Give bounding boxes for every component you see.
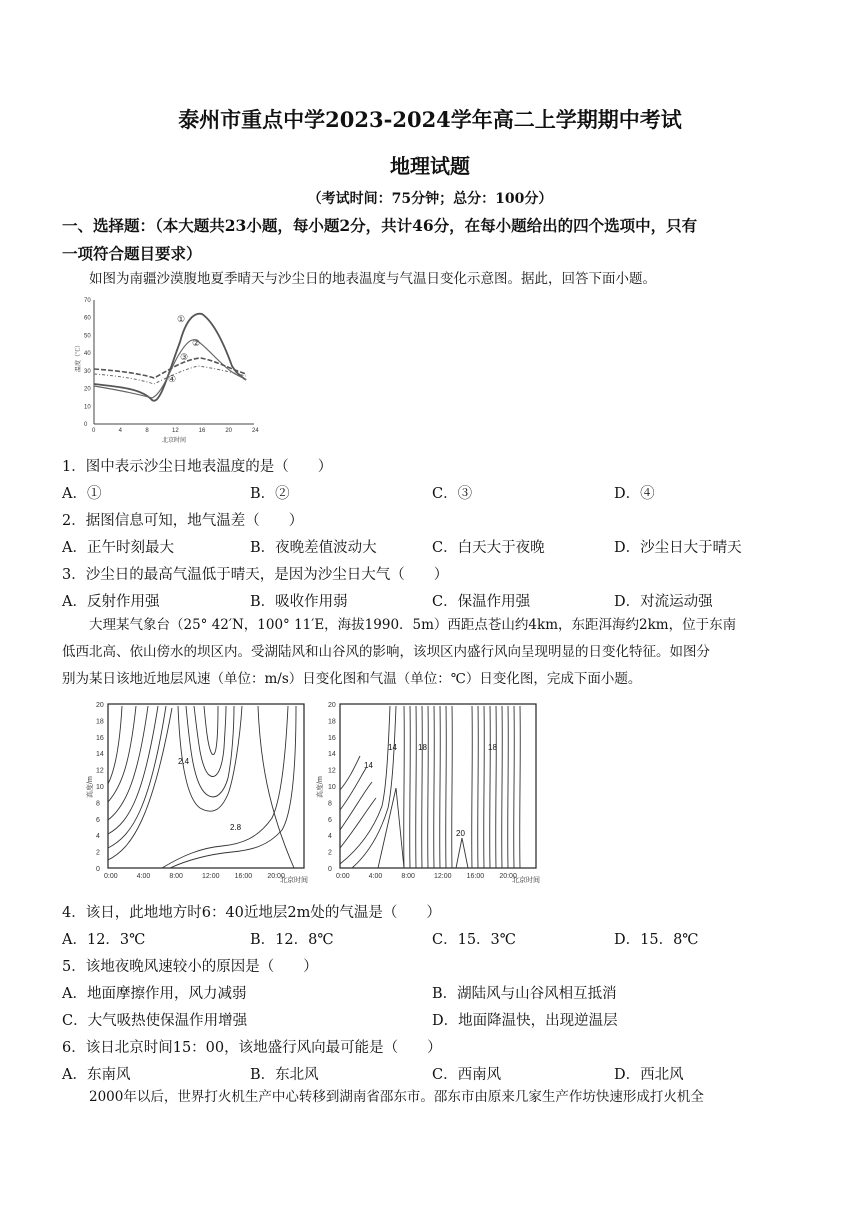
c1-yt-tick: 30 xyxy=(84,368,91,375)
group2-intro-line2: 低西北高、依山傍水的坝区内。受湖陆风和山谷风的影响，该坝区内盛行风向呈现明显的日变化特征。如图分 xyxy=(62,644,710,660)
c1-xt-tick: 12 xyxy=(172,428,179,434)
t-yt-tick: 12 xyxy=(328,767,336,775)
question-group2-2-stem: 5．该地夜晚风速较小的原因是（ ） xyxy=(62,959,318,975)
w-xt-tick: 8:00 xyxy=(169,873,183,880)
temp-xlabel: 北京时间 xyxy=(512,877,540,884)
curve-label-4: ④ xyxy=(168,374,177,384)
t-xt-tick: 20:00 xyxy=(499,873,517,880)
section-heading xyxy=(62,212,802,268)
w-yt-tick: 18 xyxy=(96,718,104,726)
chart1-ylabel: 温度（℃） xyxy=(76,341,82,372)
c1-yt-tick: 40 xyxy=(84,351,91,358)
question-group1-1-option-d[interactable]: D．④ xyxy=(614,486,655,502)
question-group1-3-option-d[interactable]: D．对流运动强 xyxy=(614,594,713,610)
group2-intro-line3: 别为某日该地近地层风速（单位：m/s）日变化图和气温（单位：℃）日变化图，完成下面小题。 xyxy=(62,671,642,687)
w-yt-tick: 2 xyxy=(96,849,100,857)
question-group2-1-option-d[interactable]: D．15．8℃ xyxy=(614,932,699,948)
exam-subtitle: 地理试题 xyxy=(390,154,470,178)
w-yt-tick: 12 xyxy=(96,767,104,775)
w-yt-tick: 10 xyxy=(96,784,104,791)
group2-intro xyxy=(62,612,802,693)
temp-label-20: 20 xyxy=(456,829,465,838)
c1-yt-tick: 10 xyxy=(84,404,91,411)
temperature-chart xyxy=(72,294,272,446)
question-group2-3-option-b[interactable]: B．东北风 xyxy=(250,1067,319,1083)
wind-label-28: 2.8 xyxy=(230,823,242,832)
t-yt-tick: 4 xyxy=(328,833,332,841)
group1-intro: 如图为南疆沙漠腹地夏季晴天与沙尘日的地表温度与气温日变化示意图。据此，回答下面小题。 xyxy=(89,271,656,287)
w-yt-tick: 4 xyxy=(96,833,100,841)
c1-xt-tick: 24 xyxy=(252,428,259,434)
c1-xt-tick: 4 xyxy=(118,428,123,434)
c1-xt-tick: 16 xyxy=(198,428,206,434)
t-yt-tick: 2 xyxy=(328,849,332,857)
c1-yt-tick: 60 xyxy=(84,315,91,322)
t-yt-tick: 6 xyxy=(328,816,332,824)
question-group2-1-option-b[interactable]: B．12．8℃ xyxy=(250,932,334,948)
c1-yt-tick: 20 xyxy=(84,386,91,393)
question-group2-3-option-c[interactable]: C．西南风 xyxy=(432,1067,502,1083)
t-yt-tick: 10 xyxy=(328,784,336,791)
section-heading-line2: 一项符合题目要求） xyxy=(62,244,202,263)
t-yt-tick: 16 xyxy=(328,734,336,742)
curve-label-2: ② xyxy=(192,338,201,348)
question-group1-2-option-b[interactable]: B．夜晚差值波动大 xyxy=(250,540,377,556)
t-xt-tick: 4:00 xyxy=(368,873,383,880)
group2-intro-line1: 大理某气象台（25° 42′N，100° 11′E，海拔1990．5m）西距点苍山约4km，东距洱海约2km，位于东南 xyxy=(89,617,737,633)
question-group1-2-stem: 2．据图信息可知，地气温差（ ） xyxy=(62,513,304,529)
exam-title: 泰州市重点中学2023-2024学年高二上学期期中考试 xyxy=(178,107,682,132)
question-group2-2-option-d[interactable]: D．地面降温快，出现逆温层 xyxy=(432,1013,618,1029)
w-yt-tick: 20 xyxy=(96,702,104,709)
w-xt-tick: 12:00 xyxy=(202,873,220,880)
question-group2-1-option-a[interactable]: A．12．3℃ xyxy=(62,932,146,948)
w-xt-tick: 16:00 xyxy=(234,873,253,880)
c1-xt-tick: 8 xyxy=(145,428,149,434)
w-xt-tick: 0:00 xyxy=(104,873,118,880)
t-yt-tick: 18 xyxy=(328,718,336,726)
question-group1-3-option-a[interactable]: A．反射作用强 xyxy=(62,594,160,610)
question-group1-2-option-d[interactable]: D．沙尘日大于晴天 xyxy=(614,540,742,556)
w-xt-tick: 20:00 xyxy=(267,873,285,880)
question-group1-3-option-b[interactable]: B．吸收作用弱 xyxy=(250,594,348,610)
question-group1-1-option-b[interactable]: B．② xyxy=(250,486,290,502)
w-yt-tick: 16 xyxy=(96,734,104,742)
group3-intro: 2000年以后，世界打火机生产中心转移到湖南省邵东市。邵东市由原来几家生产作坊快速形成打火机全 xyxy=(89,1089,704,1105)
c1-xt-tick: 0 xyxy=(92,428,96,434)
t-yt-tick: 8 xyxy=(328,800,332,808)
wind-label-24: 2.4 xyxy=(178,757,190,766)
w-xt-tick: 4:00 xyxy=(136,873,151,880)
c1-yt-tick: 0 xyxy=(84,422,88,428)
w-yt-tick: 8 xyxy=(96,800,100,808)
temp-label-14a: 14 xyxy=(388,743,397,752)
question-group1-3-option-c[interactable]: C．保温作用强 xyxy=(432,594,531,610)
question-group1-2-option-c[interactable]: C．白天大于夜晚 xyxy=(432,540,545,556)
t-xt-tick: 8:00 xyxy=(401,873,415,880)
t-xt-tick: 16:00 xyxy=(466,873,485,880)
temp-label-18a: 18 xyxy=(418,743,427,752)
w-yt-tick: 6 xyxy=(96,816,100,824)
question-group2-3-stem: 6．该日北京时间15：00，该地盛行风向最可能是（ ） xyxy=(62,1040,442,1056)
question-group1-3-stem: 3．沙尘日的最高气温低于晴天，是因为沙尘日大气（ ） xyxy=(62,567,449,583)
curve-label-3: ③ xyxy=(180,352,189,362)
w-yt-tick: 0 xyxy=(96,866,100,873)
question-group1-1-stem: 1．图中表示沙尘日地表温度的是（ ） xyxy=(62,459,333,475)
temp-label-14b: 14 xyxy=(364,761,373,770)
c1-yt-tick: 70 xyxy=(84,298,91,304)
question-group2-3-option-a[interactable]: A．东南风 xyxy=(62,1067,131,1083)
question-group1-1-option-c[interactable]: C．③ xyxy=(432,486,473,502)
question-group2-3-option-d[interactable]: D．西北风 xyxy=(614,1067,684,1083)
w-yt-tick: 14 xyxy=(96,751,104,759)
curve-label-1: ① xyxy=(177,314,186,324)
chart1-xlabel: 北京时间 xyxy=(162,438,187,444)
wind-ylabel: 高度/m xyxy=(87,776,94,798)
c1-yt-tick: 50 xyxy=(84,333,91,340)
t-yt-tick: 14 xyxy=(328,751,336,759)
t-yt-tick: 20 xyxy=(328,702,336,709)
exam-info: （考试时间：75分钟；总分：100分） xyxy=(307,191,553,207)
question-group2-1-option-c[interactable]: C．15．3℃ xyxy=(432,932,516,948)
t-yt-tick: 0 xyxy=(328,866,332,873)
question-group2-2-option-b[interactable]: B．湖陆风与山谷风相互抵消 xyxy=(432,986,617,1002)
curve-1 xyxy=(94,314,246,401)
air-temperature-chart xyxy=(312,698,548,894)
t-xt-tick: 0:00 xyxy=(336,873,350,880)
wind-xlabel: 北京时间 xyxy=(280,877,308,884)
c1-xt-tick: 20 xyxy=(225,428,233,434)
question-group2-1-stem: 4．该日，此地地方时6：40近地层2m处的气温是（ ） xyxy=(62,905,441,921)
t-xt-tick: 12:00 xyxy=(434,873,452,880)
question-group2-2-option-c[interactable]: C．大气吸热使保温作用增强 xyxy=(62,1013,248,1029)
temp-label-18b: 18 xyxy=(488,743,497,752)
wind-speed-chart xyxy=(82,698,314,894)
section-heading-line1: 一、选择题：（本大题共23小题，每小题2分，共计46分，在每小题给出的四个选项中，只有 xyxy=(62,216,698,235)
temp-ylabel: 高度/m xyxy=(317,776,324,798)
question-group1-1-option-a[interactable]: A．① xyxy=(62,486,102,502)
question-group1-2-option-a[interactable]: A．正午时刻最大 xyxy=(62,540,174,556)
question-group2-2-option-a[interactable]: A．地面摩擦作用，风力减弱 xyxy=(62,986,247,1002)
